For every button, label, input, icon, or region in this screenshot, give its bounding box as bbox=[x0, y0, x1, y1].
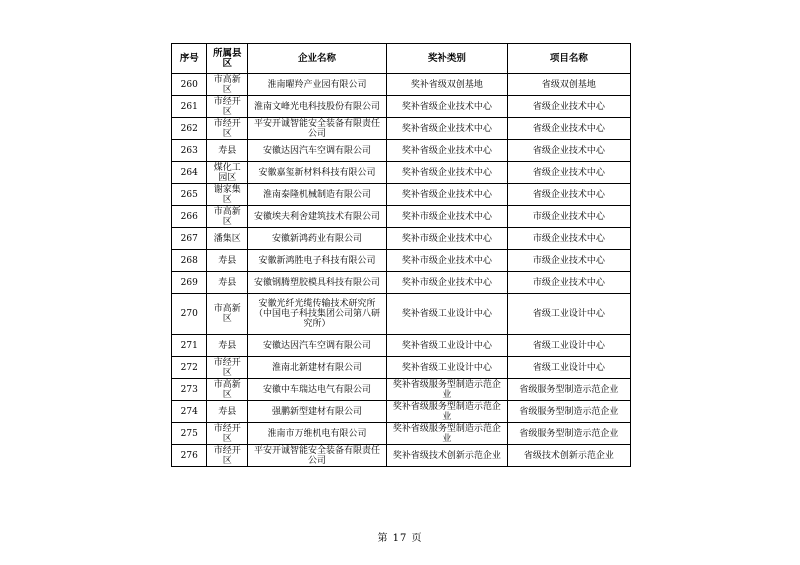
page-number: 第 17 页 bbox=[377, 533, 423, 544]
cell-serial-number: 271 bbox=[172, 335, 207, 357]
cell-serial-number: 276 bbox=[172, 445, 207, 467]
cell-serial-number: 264 bbox=[172, 162, 207, 184]
table-row bbox=[172, 184, 631, 206]
cell-enterprise-name: 淮南文峰光电科技股份有限公司 bbox=[248, 96, 387, 118]
cell-award-category: 奖补省级企业技术中心 bbox=[386, 140, 507, 162]
table-row bbox=[172, 206, 631, 228]
cell-project-name: 市级企业技术中心 bbox=[507, 228, 630, 250]
cell-serial-number: 262 bbox=[172, 118, 207, 140]
cell-enterprise-name: 安徽达因汽车空调有限公司 bbox=[248, 140, 387, 162]
cell-district: 寿县 bbox=[207, 140, 248, 162]
cell-district: 市高新区 bbox=[207, 206, 248, 228]
cell-award-category: 奖补省级企业技术中心 bbox=[386, 96, 507, 118]
cell-district: 市经开区 bbox=[207, 118, 248, 140]
table-header-row bbox=[172, 44, 631, 74]
cell-enterprise-name: 安徽光纤光缆传输技术研究所（中国电子科技集团公司第八研究所） bbox=[248, 294, 387, 335]
table-row bbox=[172, 335, 631, 357]
cell-district: 寿县 bbox=[207, 250, 248, 272]
cell-serial-number: 274 bbox=[172, 401, 207, 423]
cell-award-category: 奖补省级工业设计中心 bbox=[386, 335, 507, 357]
cell-project-name: 省级服务型制造示范企业 bbox=[507, 379, 630, 401]
cell-award-category: 奖补省级企业技术中心 bbox=[386, 118, 507, 140]
cell-district: 市经开区 bbox=[207, 96, 248, 118]
cell-enterprise-name: 安徽中车瑞达电气有限公司 bbox=[248, 379, 387, 401]
cell-enterprise-name: 淮南市万维机电有限公司 bbox=[248, 423, 387, 445]
table-row bbox=[172, 118, 631, 140]
cell-award-category: 奖补省级技术创新示范企业 bbox=[386, 445, 507, 467]
cell-project-name: 省级双创基地 bbox=[507, 74, 630, 96]
cell-project-name: 省级企业技术中心 bbox=[507, 118, 630, 140]
table-row bbox=[172, 357, 631, 379]
cell-enterprise-name: 淮南曜羚产业园有限公司 bbox=[248, 74, 387, 96]
table-row bbox=[172, 162, 631, 184]
cell-award-category: 奖补省级企业技术中心 bbox=[386, 184, 507, 206]
cell-district: 寿县 bbox=[207, 401, 248, 423]
table-row bbox=[172, 401, 631, 423]
table-body bbox=[172, 74, 631, 467]
cell-district: 市高新区 bbox=[207, 294, 248, 335]
cell-serial-number: 261 bbox=[172, 96, 207, 118]
cell-enterprise-name: 平安开诚智能安全装备有限责任公司 bbox=[248, 118, 387, 140]
cell-serial-number: 270 bbox=[172, 294, 207, 335]
cell-enterprise-name: 安徽新鸿胜电子科技有限公司 bbox=[248, 250, 387, 272]
cell-enterprise-name: 强鹏新型建材有限公司 bbox=[248, 401, 387, 423]
cell-serial-number: 267 bbox=[172, 228, 207, 250]
table-row bbox=[172, 294, 631, 335]
cell-enterprise-name: 安徽嘉玺新材料科技有限公司 bbox=[248, 162, 387, 184]
table-row bbox=[172, 96, 631, 118]
cell-project-name: 省级技术创新示范企业 bbox=[507, 445, 630, 467]
header-district: 所属县区 bbox=[207, 44, 248, 74]
cell-district: 寿县 bbox=[207, 335, 248, 357]
cell-award-category: 奖补省级服务型制造示范企业 bbox=[386, 401, 507, 423]
table-row bbox=[172, 423, 631, 445]
cell-project-name: 省级服务型制造示范企业 bbox=[507, 401, 630, 423]
awards-table bbox=[171, 43, 631, 467]
cell-serial-number: 260 bbox=[172, 74, 207, 96]
cell-serial-number: 263 bbox=[172, 140, 207, 162]
cell-enterprise-name: 淮南泰隆机械制造有限公司 bbox=[248, 184, 387, 206]
header-project-name: 项目名称 bbox=[507, 44, 630, 74]
table-row bbox=[172, 140, 631, 162]
cell-award-category: 奖补省级工业设计中心 bbox=[386, 294, 507, 335]
table-row bbox=[172, 250, 631, 272]
cell-project-name: 省级工业设计中心 bbox=[507, 335, 630, 357]
cell-enterprise-name: 淮南北新建材有限公司 bbox=[248, 357, 387, 379]
table-row bbox=[172, 272, 631, 294]
cell-district: 煤化工园区 bbox=[207, 162, 248, 184]
cell-project-name: 省级服务型制造示范企业 bbox=[507, 423, 630, 445]
cell-enterprise-name: 安徽新鸿药业有限公司 bbox=[248, 228, 387, 250]
cell-award-category: 奖补市级企业技术中心 bbox=[386, 272, 507, 294]
cell-district: 寿县 bbox=[207, 272, 248, 294]
cell-project-name: 省级企业技术中心 bbox=[507, 162, 630, 184]
cell-serial-number: 272 bbox=[172, 357, 207, 379]
cell-project-name: 省级企业技术中心 bbox=[507, 184, 630, 206]
header-serial-number: 序号 bbox=[172, 44, 207, 74]
table-row bbox=[172, 379, 631, 401]
cell-award-category: 奖补省级企业技术中心 bbox=[386, 162, 507, 184]
cell-serial-number: 265 bbox=[172, 184, 207, 206]
cell-district: 市经开区 bbox=[207, 423, 248, 445]
cell-serial-number: 266 bbox=[172, 206, 207, 228]
cell-serial-number: 273 bbox=[172, 379, 207, 401]
header-award-category: 奖补类别 bbox=[386, 44, 507, 74]
cell-enterprise-name: 安徽达因汽车空调有限公司 bbox=[248, 335, 387, 357]
cell-enterprise-name: 安徽钢腾塑胶模具科技有限公司 bbox=[248, 272, 387, 294]
cell-project-name: 市级企业技术中心 bbox=[507, 272, 630, 294]
cell-district: 潘集区 bbox=[207, 228, 248, 250]
cell-enterprise-name: 安徽埃夫利舍建筑技术有限公司 bbox=[248, 206, 387, 228]
cell-award-category: 奖补市级企业技术中心 bbox=[386, 206, 507, 228]
cell-project-name: 省级工业设计中心 bbox=[507, 294, 630, 335]
cell-enterprise-name: 平安开诚智能安全装备有限责任公司 bbox=[248, 445, 387, 467]
cell-award-category: 奖补省级双创基地 bbox=[386, 74, 507, 96]
cell-project-name: 市级企业技术中心 bbox=[507, 250, 630, 272]
cell-project-name: 市级企业技术中心 bbox=[507, 206, 630, 228]
cell-award-category: 奖补省级服务型制造示范企业 bbox=[386, 423, 507, 445]
cell-award-category: 奖补市级企业技术中心 bbox=[386, 228, 507, 250]
cell-district: 市高新区 bbox=[207, 379, 248, 401]
cell-award-category: 奖补省级工业设计中心 bbox=[386, 357, 507, 379]
cell-project-name: 省级工业设计中心 bbox=[507, 357, 630, 379]
cell-serial-number: 275 bbox=[172, 423, 207, 445]
cell-serial-number: 269 bbox=[172, 272, 207, 294]
table-row bbox=[172, 74, 631, 96]
table-row bbox=[172, 445, 631, 467]
cell-district: 市经开区 bbox=[207, 445, 248, 467]
cell-district: 市高新区 bbox=[207, 74, 248, 96]
cell-district: 市经开区 bbox=[207, 357, 248, 379]
cell-award-category: 奖补市级企业技术中心 bbox=[386, 250, 507, 272]
cell-project-name: 省级企业技术中心 bbox=[507, 96, 630, 118]
cell-serial-number: 268 bbox=[172, 250, 207, 272]
table-row bbox=[172, 228, 631, 250]
cell-district: 谢家集区 bbox=[207, 184, 248, 206]
header-enterprise-name: 企业名称 bbox=[248, 44, 387, 74]
cell-project-name: 省级企业技术中心 bbox=[507, 140, 630, 162]
cell-award-category: 奖补省级服务型制造示范企业 bbox=[386, 379, 507, 401]
